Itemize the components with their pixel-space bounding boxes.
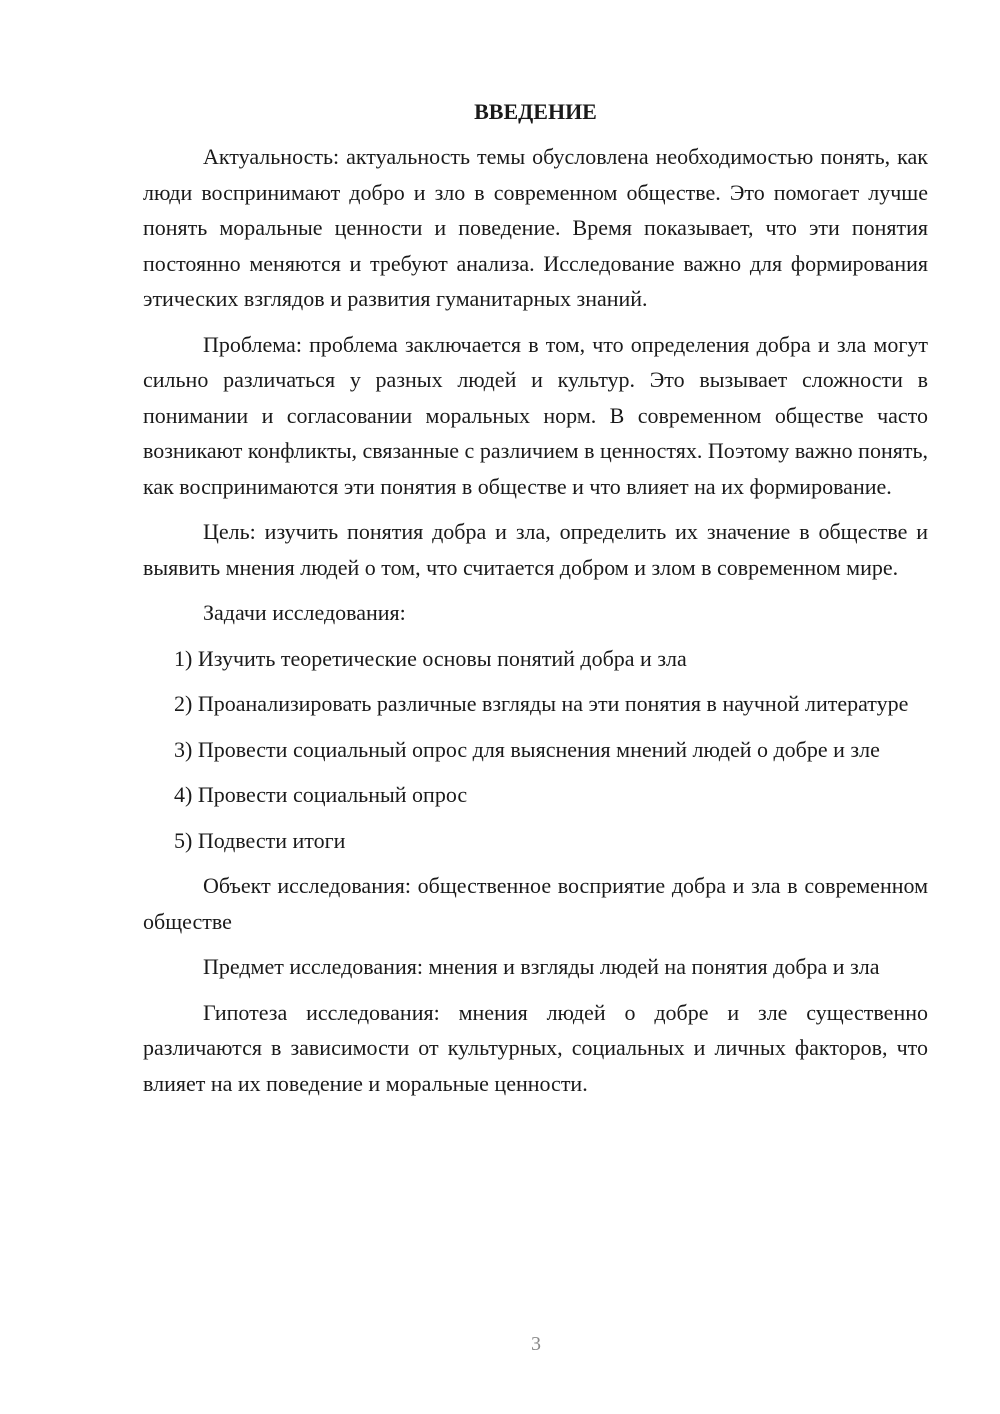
goal-paragraph: Цель: изучить понятия добра и зла, определить их значение в обществе и выявить мнения людей о том, что считается добром и злом в современном мире. [143, 519, 928, 580]
relevance-paragraph: Актуальность: актуальность темы обусловлена необходимостью понять, как люди воспринимают добро и зло в современном обществе. Это помогает лучше понять моральные ценности и поведение. Время показывает, что эти понятия постоянно меняются и требуют анализа. Исследование важно для формирования этических взглядов и развития гуманитарных знаний. [143, 144, 928, 311]
task-item: 2) Проанализировать различные взгляды на эти понятия в научной литературе [174, 691, 909, 716]
document-body [143, 94, 928, 1111]
task-item: 4) Провести социальный опрос [174, 782, 468, 807]
section-heading: ВВЕДЕНИЕ [474, 99, 597, 124]
task-item: 1) Изучить теоретические основы понятий добра и зла [174, 645, 687, 671]
problem-paragraph: Проблема: проблема заключается в том, что определения добра и зла могут сильно различаться у разных людей и культур. Это вызывает сложности в понимании и согласовании моральных норм. В современном обществе часто возникают конфликты, связанные с различием в ценностях. Поэтому важно понять, как воспринимаются эти понятия в обществе и что влияет на их формирование. [143, 331, 928, 499]
tasks-title: Задачи исследования: [203, 600, 406, 625]
task-item: 5) Подвести итоги [174, 827, 346, 853]
hypothesis-paragraph: Гипотеза исследования: мнения людей о добре и зле существенно различаются в зависимости от культурных, социальных и личных факторов, что влияет на их поведение и моральные ценности. [143, 999, 928, 1096]
object-paragraph: Объект исследования: общественное восприятие добра и зла в современном обществе [143, 873, 928, 934]
subject-paragraph: Предмет исследования: мнения и взгляды людей на понятия добра и зла [203, 954, 880, 979]
page-number: 3 [531, 1333, 541, 1355]
task-item: 3) Провести социальный опрос для выяснения мнений людей о добре и зле [174, 736, 880, 762]
